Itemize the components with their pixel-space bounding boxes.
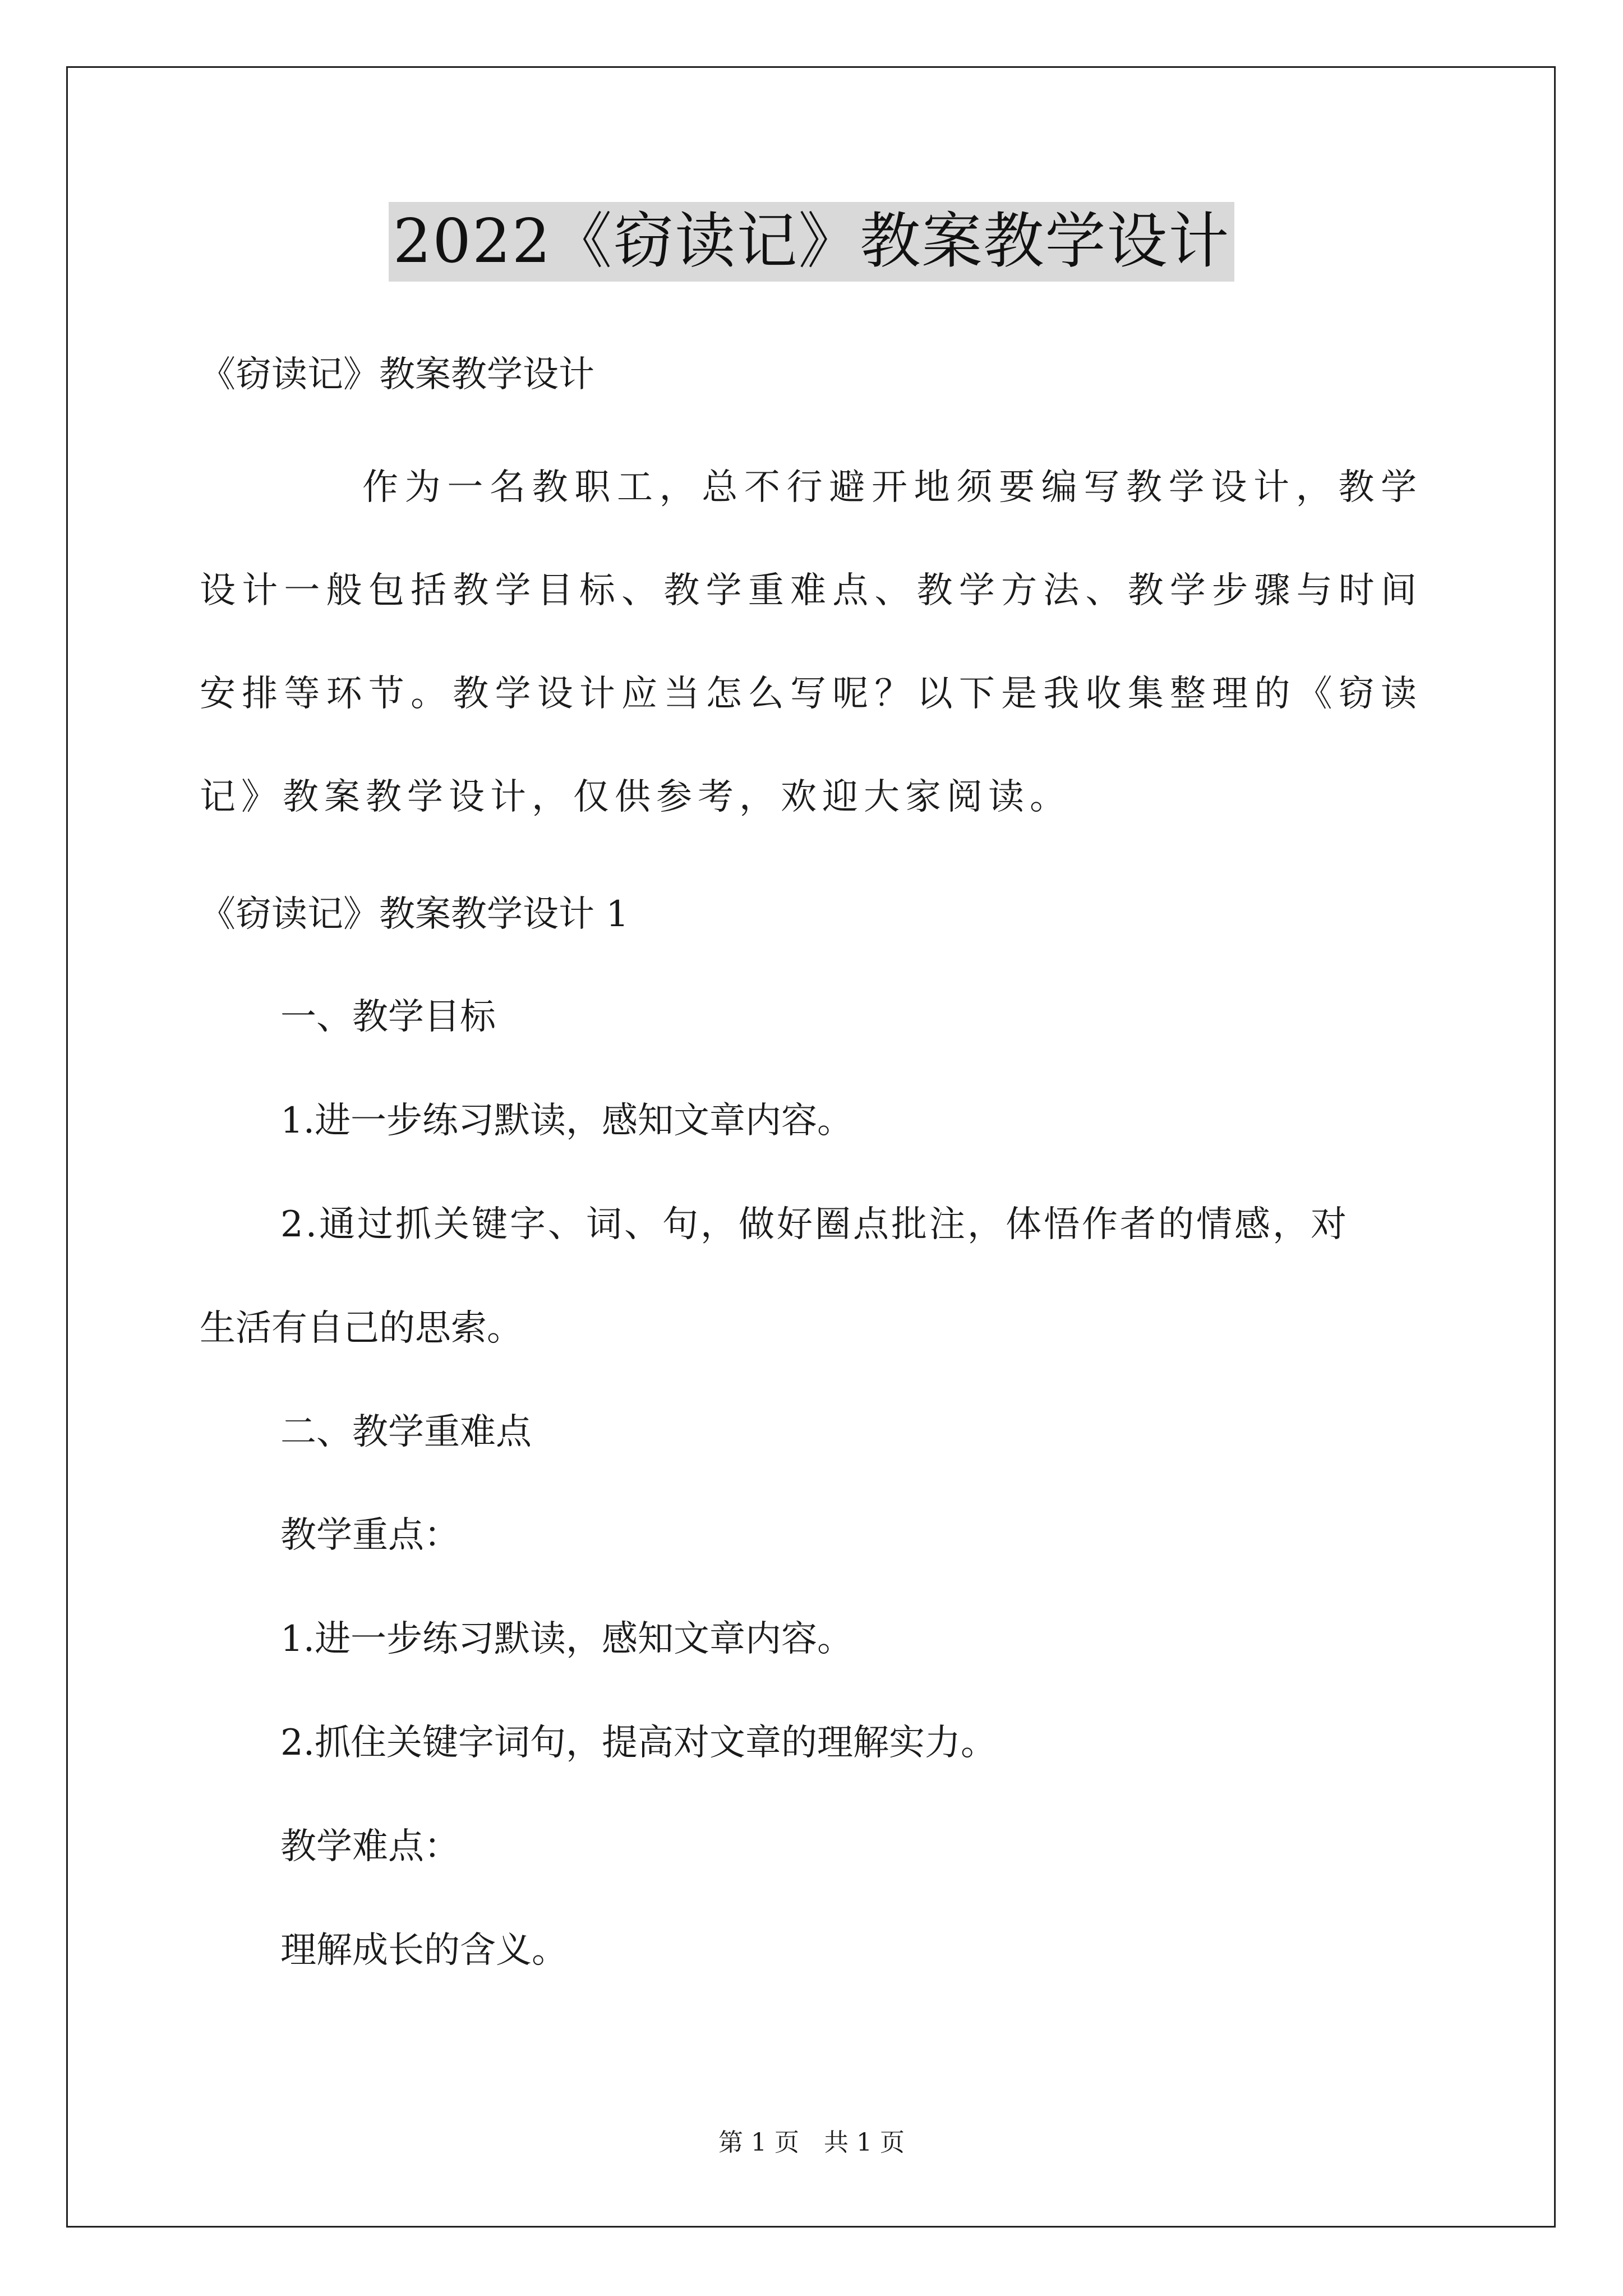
goal-item: 2.通过抓关键字、词、句，做好圈点批注，体悟作者的情感，对 <box>280 1204 1349 1245</box>
key-point-item: 1.进一步练习默读，感知文章内容。 <box>280 1618 854 1660</box>
goals-heading: 一、教学目标 <box>280 996 496 1038</box>
intro-paragraph: 作为一名教职工，总不行避开地须要编写教学设计，教学设计一般包括教学目标、教学重难点、教学方法、教学步骤与时间安排等环节。教学设计应当怎么写呢？以下是我收集整理的《窃读记》教案教学设计，仅供参考，欢迎大家阅读。 <box>200 467 1422 818</box>
title-container <box>0 202 1623 282</box>
page-footer: 第 1 页 共 1 页 <box>718 2128 905 2157</box>
key-points-label: 教学重点： <box>280 1515 460 1556</box>
goal-item: 1.进一步练习默读，感知文章内容。 <box>280 1100 854 1142</box>
goal-item-continuation: 生活有自己的思索。 <box>200 1308 523 1349</box>
key-difficulty-heading: 二、教学重难点 <box>280 1411 532 1453</box>
key-point-item: 2.抓住关键字词句，提高对文章的理解实力。 <box>280 1722 997 1764</box>
document-title: 2022《窃读记》教案教学设计 <box>389 202 1235 282</box>
difficulty-label: 教学难点： <box>280 1826 460 1867</box>
section-heading: 《窃读记》教案教学设计 1 <box>200 894 629 935</box>
document-subtitle: 《窃读记》教案教学设计 <box>200 354 594 395</box>
difficulty-item: 理解成长的含义。 <box>280 1930 568 1971</box>
